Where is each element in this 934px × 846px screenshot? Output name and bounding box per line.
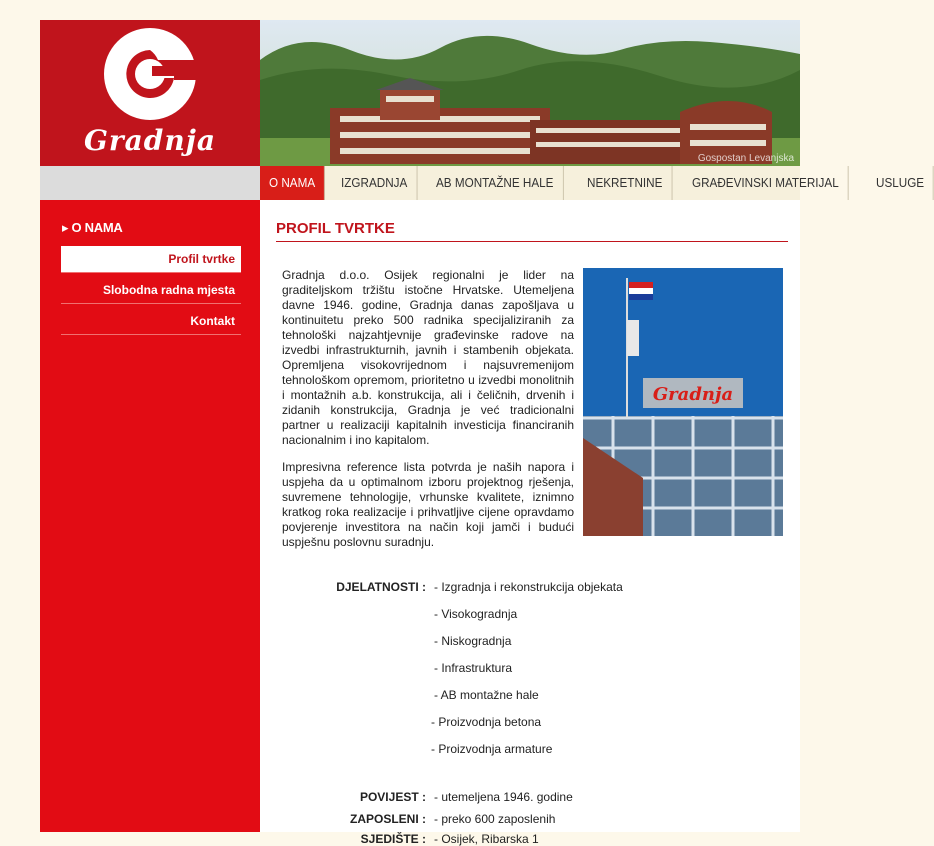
main-content xyxy=(276,200,786,846)
references-paragraph: Impresivna reference lista potvrda je naših napora i uspjeha da u optimalnom izboru projektnog rješenja, suvremene tehnologije, vrhunske kvalitete, iznimno kratkog roka realizacije i prihvatljive cijene opravdamo povjerenje investitora na način koji jamči i budući uspješnu poslovnu suradnju. xyxy=(282,460,574,549)
sidebar-item-profil-tvrtke[interactable]: Profil tvrtke xyxy=(61,246,241,273)
company-building-photo xyxy=(583,268,783,536)
intro-paragraph: Gradnja d.o.o. Osijek regionalni je lider na graditeljskom tržištu istočne Hrvatske. Utemeljena davne 1946. godine, Gradnja danas zapošljava u kontinuitetu preko 500 radnika specijaliziranih za tehnološki najzahtjevnije građevinske radove na izvedbi infrastrukturnih, javnih i stambenih objekata. Opremljena visokovrijednom i najsuvremenijom tehnološkom opremom, prioritetno u izvedbi monolitnih i montažnih a.b. konstrukcija, ali i čeličnih, drvenih i zidanih konstrukcija, Gradnja je već tradicionalni partner u realizaciji kapitalnih investicija financiranih nacionalnim i ino kapitalom. xyxy=(282,268,574,447)
photo-credit: Gospostan Levanjska xyxy=(697,153,794,164)
djelatnost-item: - Niskogradnja xyxy=(434,634,512,648)
djelatnost-item: - Visokogradnja xyxy=(434,607,518,621)
bullet-arrow-icon: ▸ xyxy=(62,220,72,235)
page-frame xyxy=(40,20,925,846)
building-sign-text: Gradnja xyxy=(652,384,734,405)
sidebar-list xyxy=(61,246,241,339)
header-photo xyxy=(260,20,800,166)
logo[interactable] xyxy=(40,20,260,166)
povijest-value: - utemeljena 1946. godine xyxy=(434,790,573,804)
sjediste-label: SJEDIŠTE : xyxy=(360,832,426,846)
nav-item-gradevinski-materijal[interactable]: GRAĐEVINSKI MATERIJAL xyxy=(683,166,849,200)
page-title: PROFIL TVRTKE xyxy=(276,220,788,242)
sidebar-heading[interactable] xyxy=(62,220,122,236)
djelatnost-item: - AB montažne hale xyxy=(434,688,539,702)
nav-item-izgradnja[interactable]: IZGRADNJA xyxy=(332,166,417,200)
sidebar-item-kontakt[interactable]: Kontakt xyxy=(61,308,241,335)
nav-item-ab-montazne-hale[interactable]: AB MONTAŽNE HALE xyxy=(427,166,563,200)
main-nav xyxy=(260,166,925,200)
zaposleni-label: ZAPOSLENI : xyxy=(349,812,426,826)
sidebar-item-slobodna-radna-mjesta[interactable]: Slobodna radna mjesta xyxy=(61,277,241,304)
logo-wordmark: Gradnja xyxy=(83,124,216,157)
nav-item-usluge[interactable]: USLUGE xyxy=(867,166,934,200)
nav-item-nekretnine[interactable]: NEKRETNINE xyxy=(578,166,672,200)
zaposleni-value: - preko 600 zaposlenih xyxy=(434,812,556,826)
sjediste-value: - Osijek, Ribarska 1 xyxy=(434,832,539,846)
povijest-label: POVIJEST : xyxy=(359,790,426,804)
djelatnost-item: - Infrastruktura xyxy=(434,661,513,675)
djelatnost-item: - Proizvodnja armature xyxy=(431,742,553,756)
djelatnosti-label: DJELATNOSTI : xyxy=(336,580,426,594)
djelatnost-item: - Proizvodnja betona xyxy=(431,715,542,729)
nav-item-o-nama[interactable]: O NAMA xyxy=(260,166,325,200)
sidebar xyxy=(40,200,260,832)
sidebar-heading-label: O NAMA xyxy=(71,220,123,235)
djelatnost-item: - Izgradnja i rekonstrukcija objekata xyxy=(434,580,623,594)
